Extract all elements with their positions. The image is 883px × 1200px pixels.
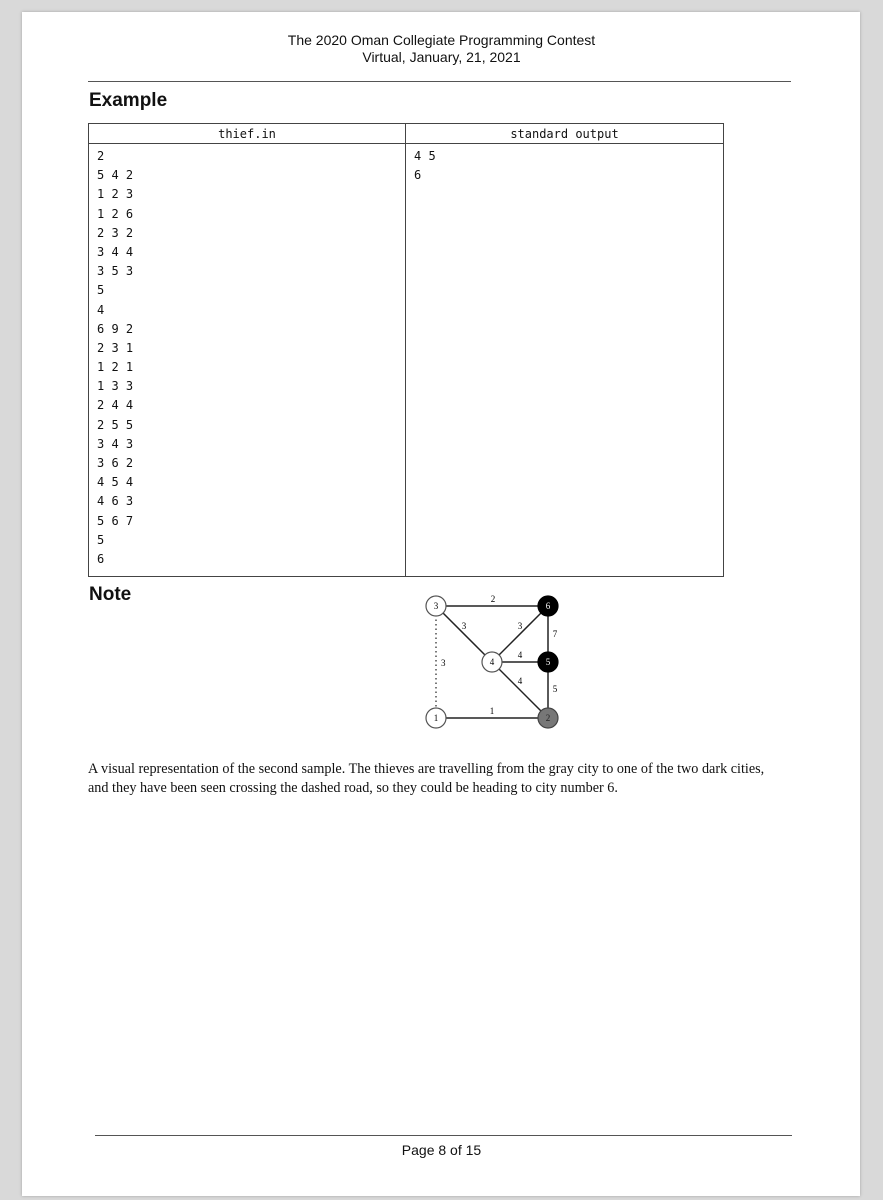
input-line: 2 5 5: [97, 417, 134, 432]
weight-3-4: 3: [461, 621, 467, 631]
node-2: [538, 708, 558, 728]
input-line: 3 4 3: [97, 436, 134, 451]
input-line: 5 6 7: [97, 513, 134, 528]
input-line: 5 4 2: [97, 168, 134, 183]
node-1: [426, 708, 446, 728]
example-table: [88, 123, 724, 577]
weight-4-5: 4: [517, 650, 523, 660]
input-cell: [89, 144, 406, 577]
input-line: 2 3 1: [97, 340, 134, 355]
output-line: 6: [414, 168, 422, 183]
input-line: 5: [97, 283, 105, 298]
page-header: [0, 32, 883, 66]
node-label: 3: [433, 601, 439, 611]
figure-caption: A visual representation of the second sample. The thieves are travelling from the gray city to one of the two dark cities, and they have been seen crossing the dashed road, so they could be heading to city number 6.: [88, 761, 765, 796]
input-line: 4 5 4: [97, 475, 134, 490]
header-divider: [88, 81, 791, 82]
weight-1-2: 1: [489, 706, 495, 716]
contest-title: The 2020 Oman Collegiate Programming Contest: [287, 32, 596, 48]
weight-3-1: 3: [441, 658, 446, 668]
node-label: 4: [489, 657, 495, 667]
input-line: 1 2 1: [97, 360, 134, 375]
edge-3-4: [436, 606, 492, 662]
input-line: 5: [97, 532, 105, 547]
edge-4-2: [489, 662, 548, 718]
node-3: [426, 596, 446, 616]
note-heading: Note: [89, 584, 132, 605]
weight-6-5: 7: [552, 629, 558, 639]
example-heading: Example: [89, 90, 168, 111]
node-label: 1: [433, 713, 439, 723]
input-line: 1 2 3: [97, 187, 134, 202]
weight-4-2: 4: [517, 676, 523, 686]
input-line: 3 6 2: [97, 456, 134, 470]
node-label: 2: [545, 713, 551, 723]
input-line: 2 4 4: [97, 398, 134, 413]
input-file-header: thief.in: [89, 124, 406, 144]
weight-5-2: 5: [552, 684, 558, 694]
input-line: 1 2 6: [97, 206, 134, 221]
node-4: [482, 652, 502, 672]
input-line: 2: [97, 149, 105, 163]
weight-4-6: 3: [517, 621, 523, 631]
graph-figure: [414, 588, 574, 733]
output-line: 4 5: [414, 149, 436, 163]
node-label: 5: [545, 657, 551, 667]
node-label: 6: [545, 601, 551, 611]
input-line: 3 5 3: [97, 264, 134, 279]
input-line: 2 3 2: [97, 225, 134, 240]
input-line: 1 3 3: [97, 379, 134, 394]
input-line: 4 6 3: [97, 494, 134, 509]
footer-divider: [95, 1135, 792, 1136]
node-5: [538, 652, 558, 672]
input-line: 6 9 2: [97, 321, 134, 336]
output-cell: [406, 144, 724, 577]
output-header: standard output: [406, 124, 724, 144]
input-line: 4: [97, 302, 105, 317]
page-number: Page 8 of 15: [401, 1142, 482, 1158]
input-line: 3 4 4: [97, 244, 134, 259]
weight-3-6: 2: [490, 594, 496, 604]
input-line: 6: [97, 551, 105, 566]
contest-date: Virtual, January, 21, 2021: [362, 49, 521, 65]
node-6: [538, 596, 558, 616]
